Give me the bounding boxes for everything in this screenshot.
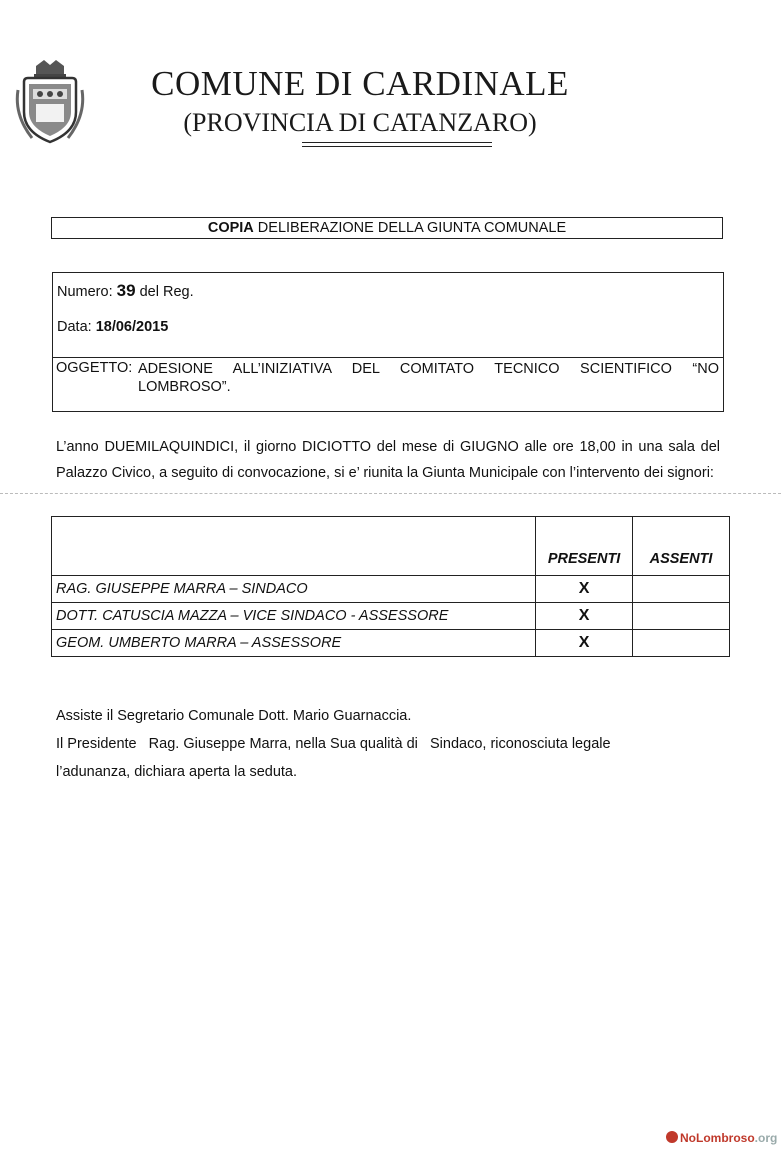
scan-artifact-line [0,493,781,494]
numero-value: 39 [116,281,136,300]
page-title: COMUNE DI CARDINALE [151,64,569,103]
closing-paragraph [56,702,716,786]
absent-mark [633,630,730,657]
copy-label: COPIA [207,220,254,236]
absent-header: ASSENTI [633,517,730,576]
numero-suffix: del Reg. [139,284,194,300]
title-underline [302,142,492,143]
deliberation-date [57,319,168,335]
title-underline [302,146,492,147]
date-value: 18/06/2015 [95,319,169,335]
closing-line-3: l’adunanza, dichiara aperta la seduta. [56,764,298,780]
subject-label: OGGETTO: [56,360,133,376]
present-mark: X [536,603,633,630]
subject-text-line-2: LOMBROSO”. [138,379,231,395]
watermark [666,1131,777,1145]
municipal-crest-icon [14,60,86,146]
present-mark: X [536,576,633,603]
member-name: GEOM. UMBERTO MARRA – ASSESSORE [52,630,536,657]
present-mark: X [536,630,633,657]
name-header-cell [52,517,536,576]
closing-line-1: Assiste il Segretario Comunale Dott. Mario Guarnaccia. [56,708,412,724]
deliberation-info-box [52,272,724,412]
register-number [57,281,194,301]
subject-text-line-1: ADESIONE ALL’INIZIATIVA DEL COMITATO TECNICO SCIENTIFICO “NO [138,361,719,377]
document-type-box [51,217,723,239]
present-header: PRESENTI [536,517,633,576]
document-type-label: DELIBERAZIONE DELLA GIUNTA COMUNALE [257,220,567,236]
intro-paragraph: L’anno DUEMILAQUINDICI, il giorno DICIOTTO del mese di GIUGNO alle ore 18,00 in una sala del Palazzo Civico, a seguito di convocazione, si e’ riunita la Giunta Municipale con l’intervento dei signori: [56,439,720,481]
absent-mark [633,576,730,603]
absent-mark [633,603,730,630]
page-subtitle: (PROVINCIA DI CATANZARO) [183,108,537,137]
subject-divider [53,357,723,358]
table-row [52,576,730,603]
member-name: DOTT. CATUSCIA MAZZA – VICE SINDACO - ASSESSORE [52,603,536,630]
table-row [52,630,730,657]
watermark-tld: .org [754,1131,778,1145]
attendance-header-row [52,517,730,576]
no-sign-icon [666,1131,678,1143]
closing-line-2: Il Presidente Rag. Giuseppe Marra, nella Sua qualità di Sindaco, riconosciuta legale [56,736,611,752]
watermark-brand: NoLombroso [680,1131,755,1145]
member-name: RAG. GIUSEPPE MARRA – SINDACO [52,576,536,603]
date-label: Data: [57,319,92,335]
numero-label: Numero: [57,284,113,300]
attendance-table [51,516,730,657]
table-row [52,603,730,630]
